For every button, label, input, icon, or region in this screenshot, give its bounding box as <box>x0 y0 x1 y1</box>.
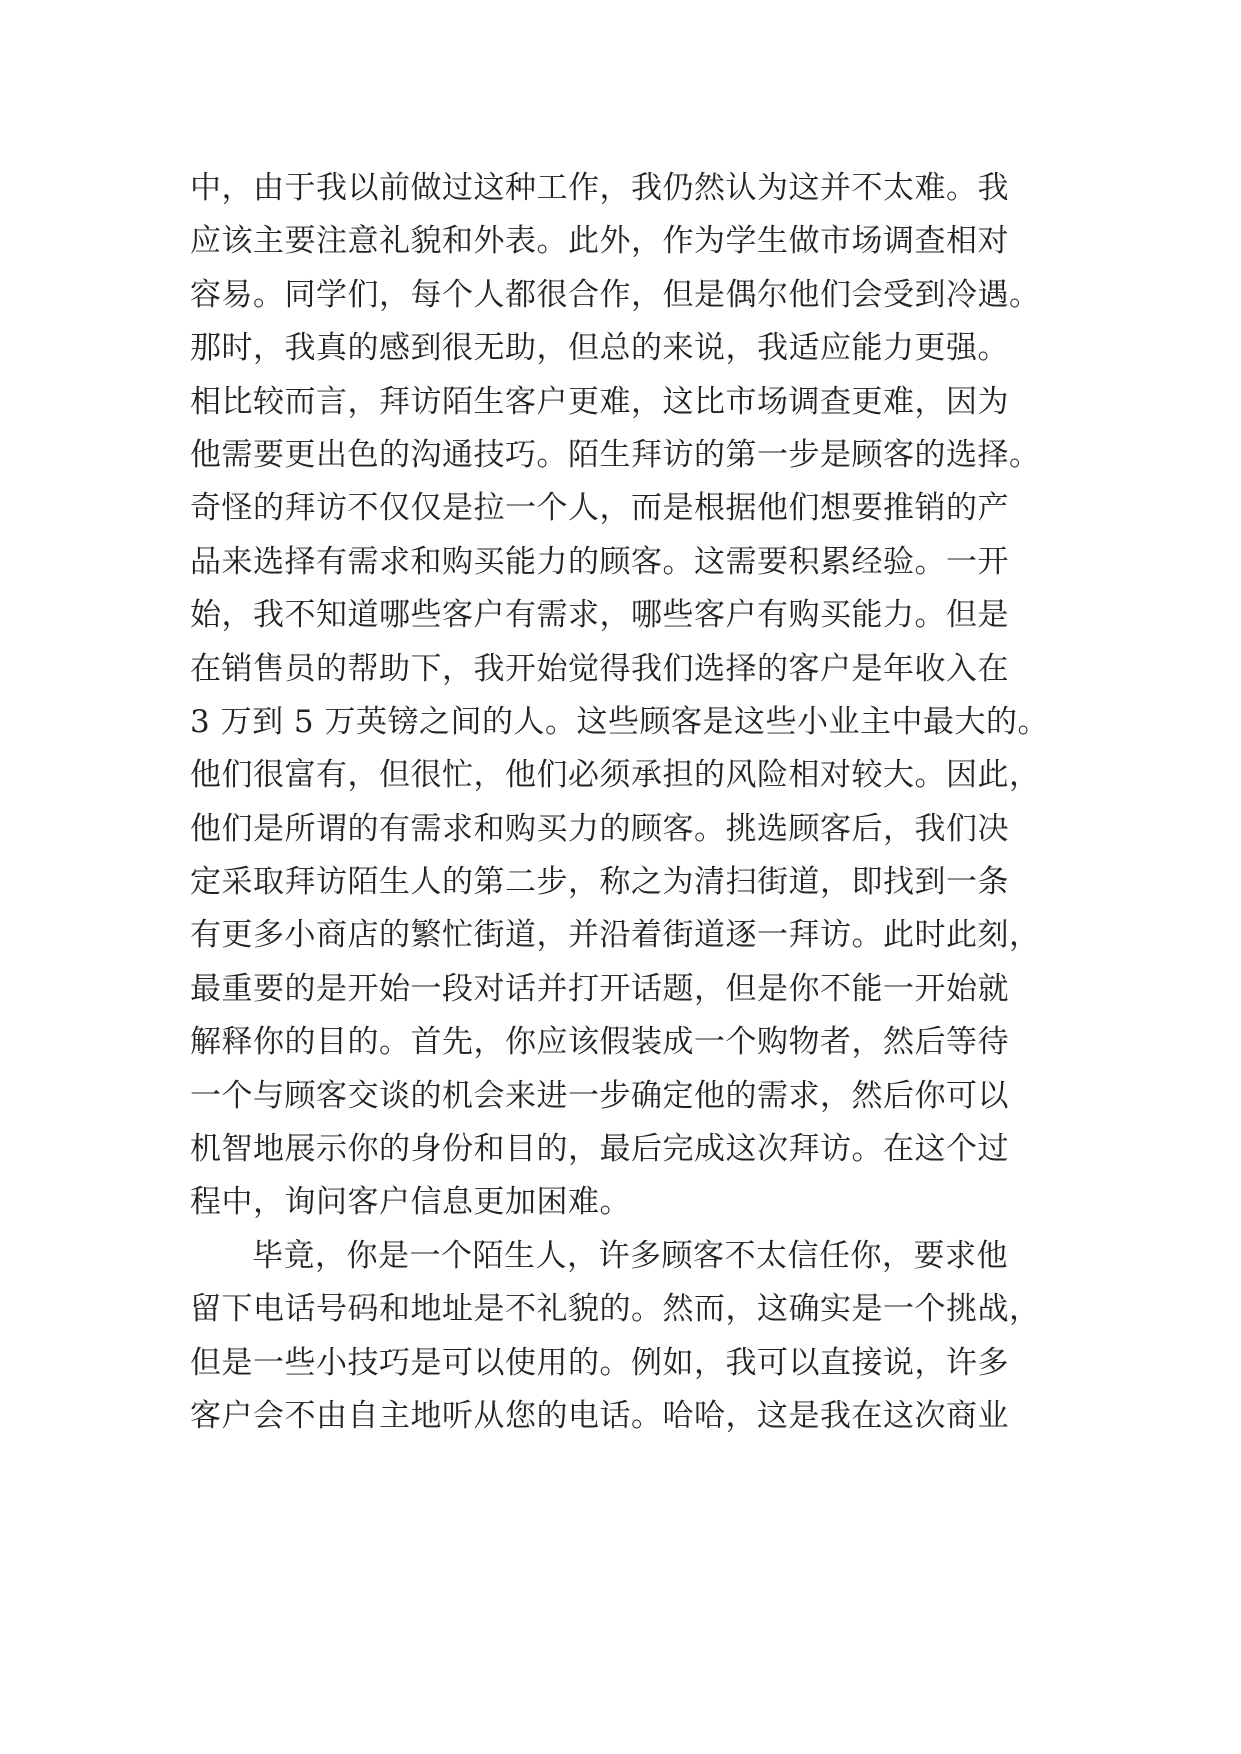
paragraph-start-line: 毕竟，你是一个陌生人，许多顾客不太信任你，要求他 <box>252 1237 1008 1274</box>
text-line: 相比较而言，拜访陌生客户更难，这比市场调查更难，因为 <box>190 383 1009 420</box>
text-line: 容易。同学们，每个人都很合作，但是偶尔他们会受到冷遇。 <box>190 276 1041 313</box>
text-line: 那时，我真的感到很无助，但总的来说，我适应能力更强。 <box>190 330 1009 367</box>
text-line: 定采取拜访陌生人的第二步，称之为清扫街道，即找到一条 <box>190 864 1009 901</box>
text-line: 一个与顾客交谈的机会来进一步确定他的需求，然后你可以 <box>190 1077 1009 1114</box>
text-line: 始，我不知道哪些客户有需求，哪些客户有购买能力。但是 <box>190 597 1009 634</box>
text-line: 他们是所谓的有需求和购买力的顾客。挑选顾客后，我们决 <box>190 810 1009 847</box>
text-line: 机智地展示你的身份和目的，最后完成这次拜访。在这个过 <box>190 1131 1009 1168</box>
text-line: 他们很富有，但很忙，他们必须承担的风险相对较大。因此， <box>190 757 1041 794</box>
text-line: 有更多小商店的繁忙街道，并沿着街道逐一拜访。此时此刻， <box>190 917 1041 954</box>
text-line: 在销售员的帮助下，我开始觉得我们选择的客户是年收入在 <box>190 650 1009 687</box>
text-line: 程中，询问客户信息更加困难。 <box>190 1184 631 1221</box>
text-line: 解释你的目的。首先，你应该假装成一个购物者，然后等待 <box>190 1024 1009 1061</box>
text-line: 客户会不由自主地听从您的电话。哈哈，这是我在这次商业 <box>190 1397 1009 1434</box>
text-line: 但是一些小技巧是可以使用的。例如，我可以直接说，许多 <box>190 1344 1009 1381</box>
text-line: 最重要的是开始一段对话并打开话题，但是你不能一开始就 <box>190 970 1009 1007</box>
text-line: 他需要更出色的沟通技巧。陌生拜访的第一步是顾客的选择。 <box>190 436 1041 473</box>
body-text <box>190 162 1070 1443</box>
text-line: 应该主要注意礼貌和外表。此外，作为学生做市场调查相对 <box>190 223 1009 260</box>
text-line: 品来选择有需求和购买能力的顾客。这需要积累经验。一开 <box>190 543 1009 580</box>
text-line: 3 万到 5 万英镑之间的人。这些顾客是这些小业主中最大的。 <box>190 703 1050 740</box>
text-line: 奇怪的拜访不仅仅是拉一个人，而是根据他们想要推销的产 <box>190 490 1009 527</box>
text-line: 留下电话号码和地址是不礼貌的。然而，这确实是一个挑战， <box>190 1291 1041 1328</box>
text-line: 中，由于我以前做过这种工作，我仍然认为这并不太难。我 <box>190 170 1009 206</box>
